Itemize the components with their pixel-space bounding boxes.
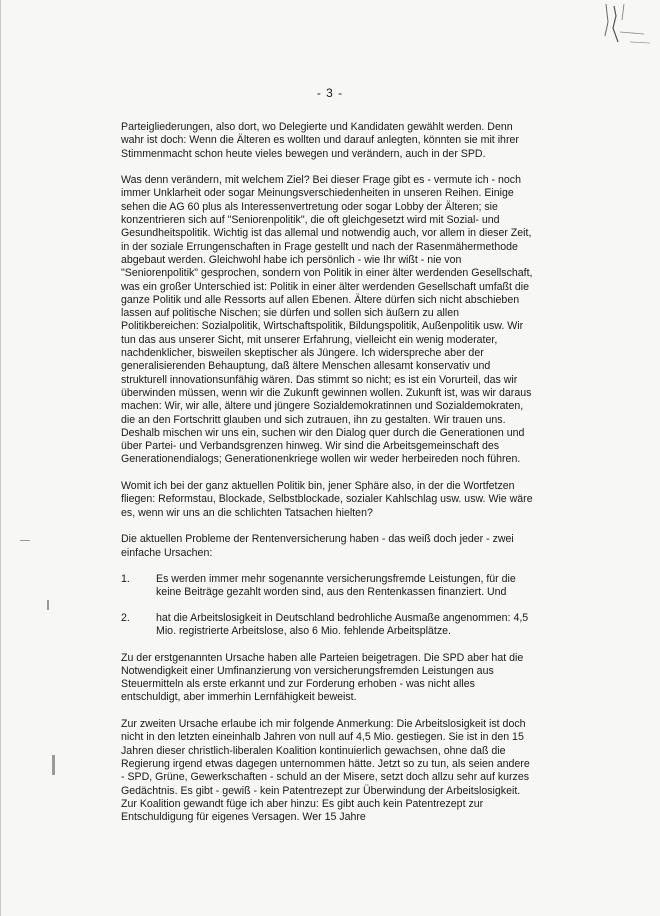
paragraph: Was denn verändern, mit welchem Ziel? Bei dieser Frage gibt es - vermute ich - noch immer Unklarheit oder sogar Meinungsverschiedenheiten in unseren Reihen. Einige sehen die AG 60 plus als Interessenvertretung oder sogar Lobby der Älteren; sie konzentrieren sich auf "Seniorenpolitik", die oft gleichgesetzt wird mit Sozial- und Gesundheitspolitik. Wichtig ist das allemal und notwendig auch, vor allem in dieser Zeit, in der soziale Errungenschaften in Frage gestellt und nach der Rasenmähermethode abgebaut werden. Gleichwohl habe ich persönlich - wie Ihr wißt - nie von "Seniorenpolitik" gesprochen, sondern von Politik in einer älter werdenden Gesellschaft, was ein großer Unterschied ist: Politik in einer älter werdenden Gesellschaft umfaßt die ganze Politik und alle Ressorts auf allen Ebenen. Ältere dürfen sich nicht abschieben lassen auf politische Nischen; sie dürfen und sollen sich äußern zu allen Politikbereichen: Sozialpolitik, Wirtschaftspolitik, Bildungspolitik, Außenpolitik usw. Wir tun das aus unserer Sicht, mit unserer Erfahrung, vielleicht ein wenig moderater, nachdenklicher, bisweilen skeptischer als Jüngere. Ich widerspreche aber der generalisierenden Behauptung, daß ältere Menschen allesamt konservativ und strukturell innovationsunfähig wären. Das stimmt so nicht; es ist ein Vorurteil, das wir überwinden müssen, wenn wir die Zukunft gewinnen wollen. Zukunft ist, was wir daraus machen: Wir, wir alle, ältere und jüngere Sozialdemokratinnen und Sozialdemokraten, die an den Fortschritt glauben und sich zutrauen, ihn zu gestalten. Wir trauen uns. Deshalb mischen wir uns ein, suchen wir den Dialog quer durch die Generationen und über Partei- und Verbandsgrenzen hinweg. Wir sind die Arbeitsgemeinschaft des Generationendialogs; Generationenkriege wollen wir weder herbeireden noch führen. (121, 174, 533, 466)
scan-speck (20, 540, 30, 541)
list-item-number: 2. (121, 611, 130, 624)
scan-edge (0, 0, 1, 916)
paragraph: Womit ich bei der ganz aktuellen Politik bin, jener Sphäre also, in der die Wortfetzen fliegen: Reformstau, Blockade, Selbstblockade, sozialer Kahlschlag usw. usw. Wie wäre es, wenn wir uns an die schlichten Tatsachen hielten? (121, 480, 533, 519)
scan-speck (52, 755, 55, 775)
list-item (121, 612, 533, 639)
paragraph: Die aktuellen Probleme der Rentenversicherung haben - das weiß doch jeder - zwei einfache Ursachen: (121, 533, 514, 559)
list-item-text: Es werden immer mehr sogenannte versicherungsfremde Leistungen, für die keine Beiträge gezahlt worden sind, aus den Rentenkassen finanziert. Und (156, 573, 516, 599)
paragraph: Zur zweiten Ursache erlaube ich mir folgende Anmerkung: Die Arbeitslosigkeit ist doch nicht in den letzten eineinhalb Jahren von null auf 4,5 Mio. gestiegen. Sie ist in den 15 Jahren dieser christlich-liberalen Koalition kontinuierlich gewachsen, ohne daß die Regierung irgend etwas dagegen unternommen hätte. Jetzt so zu tun, als seien andere - SPD, Grüne, Gewerkschaften - schuld an der Misere, setzt doch allzu sehr auf kurzes Gedächtnis. Es gibt - gewiß - kein Patentrezept zur Überwindung der Arbeitslosigkeit. Zur Koalition gewandt füge ich aber hinzu: Es gibt auch kein Patentrezept zur Entschuldigung für eigenes Versagen. Wer 15 Jahre (121, 718, 530, 824)
scan-speck (47, 600, 49, 610)
document-body (121, 121, 533, 838)
page-number: - 3 - (316, 86, 344, 100)
paragraph: Zu der erstgenannten Ursache haben alle Parteien beigetragen. Die SPD aber hat die Notwendigkeit einer Umfinanzierung von versicherungsfremden Leistungen aus Steuermitteln als erste erkannt und zur Forderung erhoben - was nicht alles entschuldigt, aber immerhin Lernfähigkeit beweist. (121, 651, 524, 704)
list-item-number: 1. (121, 573, 130, 586)
scan-artifact-corner (600, 2, 652, 46)
list-item (121, 573, 533, 600)
paragraph: Parteigliederungen, also dort, wo Delegierte und Kandidaten gewählt werden. Denn wahr ist doch: Wenn die Älteren es wollten und darauf anlegten, könnten sie mit ihrer Stimmenmacht schon heute vieles bewegen und verändern, auch in der SPD. (121, 121, 519, 160)
list-item-text: hat die Arbeitslosigkeit in Deutschland bedrohliche Ausmaße angenommen: 4,5 Mio. registrierte Arbeitslose, also 6 Mio. fehlende Arbeitsplätze. (156, 611, 529, 637)
